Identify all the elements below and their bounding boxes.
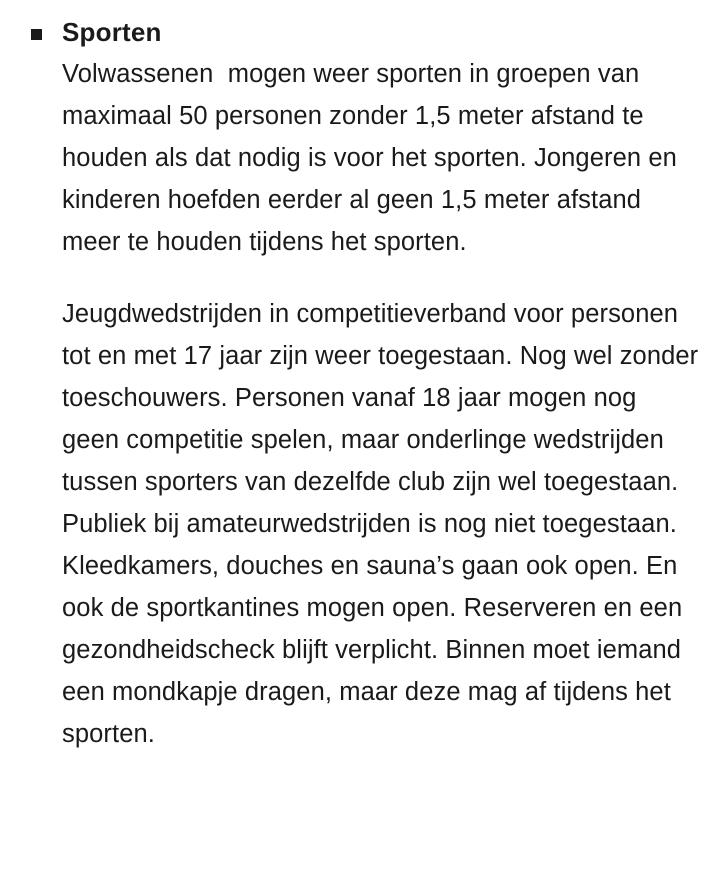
paragraph-adults: Volwassenen mogen weer sporten in groepen van maximaal 50 personen zonder 1,5 meter afstand te houden als dat nodig is voor het sporten. Jongeren en kinderen hoefden eerder al geen 1,5 meter afstand meer te houden tijdens het sporten. — [62, 60, 685, 256]
section-title: Sporten — [62, 17, 162, 47]
paragraph-youth-competition: Jeugdwedstrijden in competitieverband voor personen tot en met 17 jaar zijn weer toegestaan. Nog wel zonder toeschouwers. Personen vanaf 18 jaar mogen nog geen competitie spelen, maar onderlinge wedstrijden tussen sporters van dezelfde club zijn wel toegestaan. Publiek bij amateurwedstrijden is nog niet toegestaan. Kleedkamers, douches en sauna’s gaan ook open. En ook de sportkantines mogen open. Reserveren en een gezondheidscheck blijft verplicht. Binnen moet iemand een mondkapje dragen, maar deze mag af tijdens het sporten. — [62, 300, 706, 748]
square-bullet-icon — [31, 29, 42, 40]
